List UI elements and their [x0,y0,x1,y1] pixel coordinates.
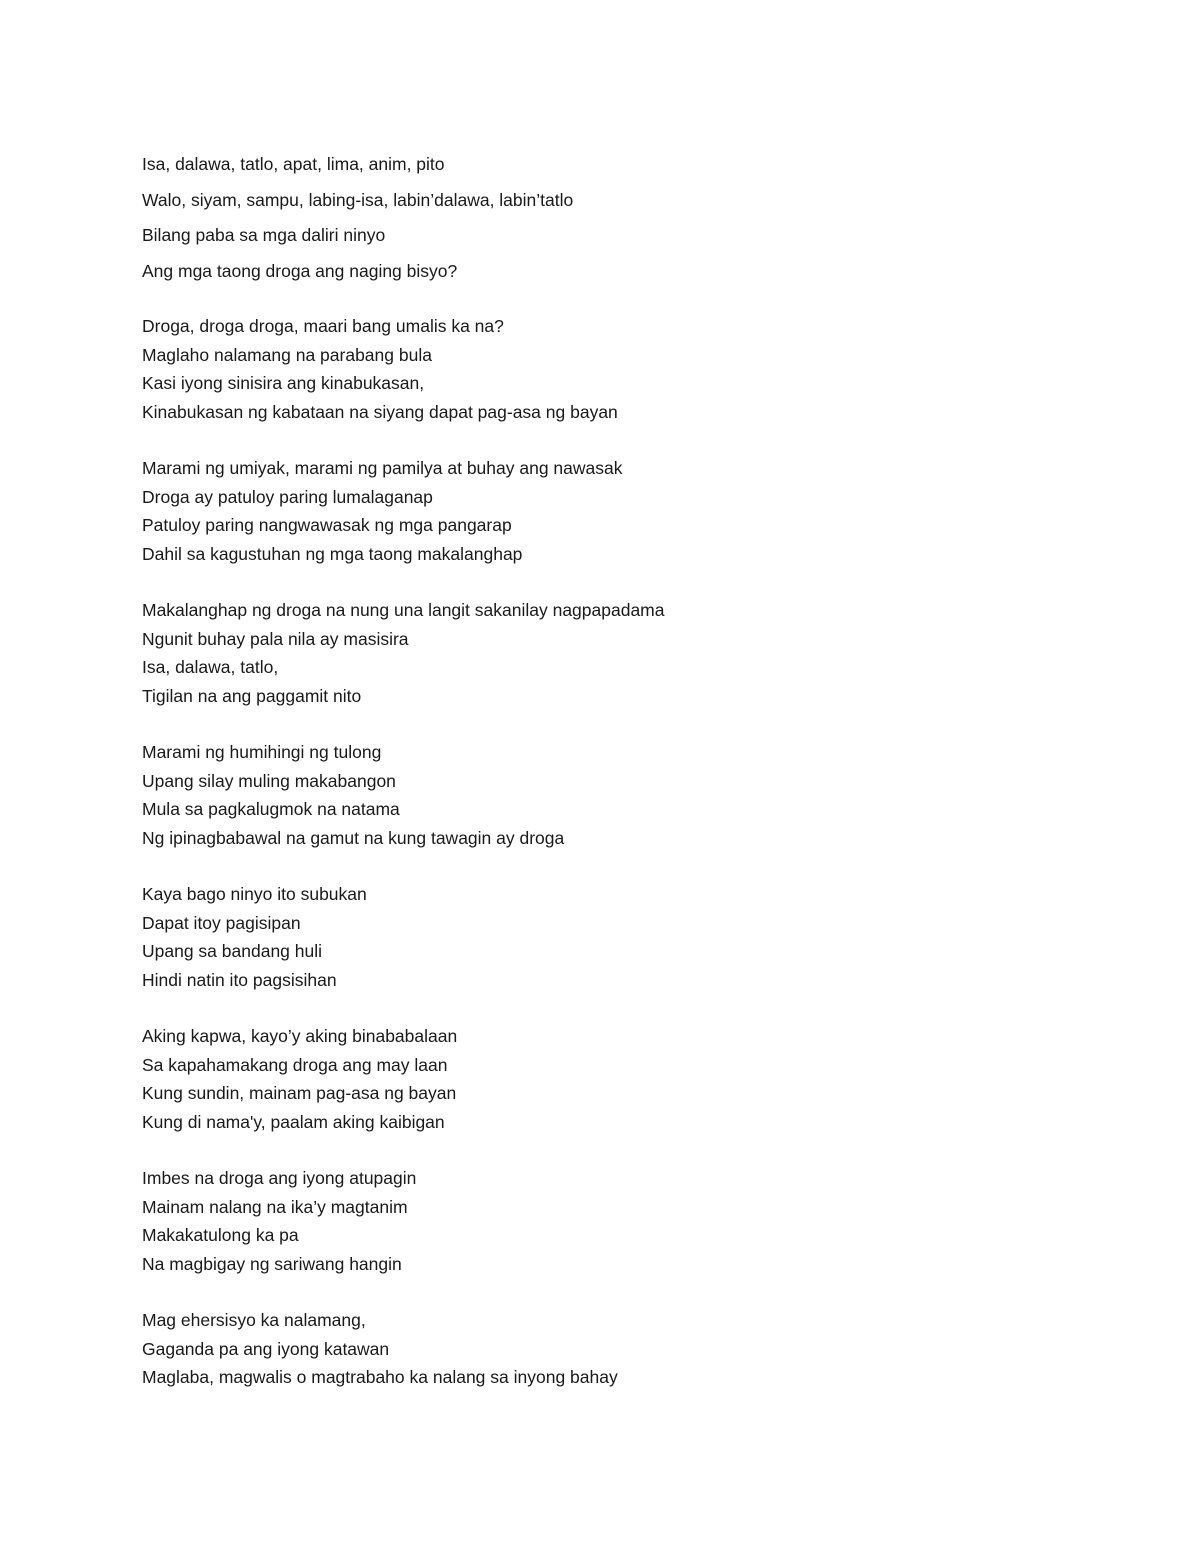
poem-line: Imbes na droga ang iyong atupagin [142,1168,417,1188]
stanza-spacer [142,1279,1122,1307]
poem-line: Sa kapahamakang droga ang may laan [142,1054,448,1075]
poem-line: Hindi natin ito pagsisihan [142,969,337,990]
poem-line: Kung di nama'y, paalam aking kaibigan [142,1111,445,1132]
poem-line: Isa, dalawa, tatlo, [142,657,279,677]
poem-line: Dahil sa kagustuhan ng mga taong makalanghap [142,543,523,564]
poem-line: Ang mga taong droga ang naging bisyo? [142,260,458,281]
poem-line: Maglaho nalamang na parabang bula [142,344,432,365]
poem-line: Dapat itoy pagisipan [142,912,301,933]
poem-line: Patuloy paring nangwawasak ng mga pangarap [142,515,512,535]
poem-body [142,151,1122,1393]
poem-line: Marami ng umiyak, marami ng pamilya at buhay ang nawasak [142,458,623,478]
stanza-8 [142,1307,1122,1393]
poem-line: Isa, dalawa, tatlo, apat, lima, anim, pito [142,154,445,174]
stanza-4 [142,739,1122,853]
poem-line: Kung sundin, mainam pag-asa ng bayan [142,1083,457,1103]
poem-line: Upang silay muling makabangon [142,770,396,791]
poem-line: Na magbigay ng sariwang hangin [142,1253,402,1274]
stanza-spacer [142,1137,1122,1165]
poem-line: Kasi iyong sinisira ang kinabukasan, [142,373,425,393]
stanza-spacer [142,427,1122,455]
poem-line: Droga ay patuloy paring lumalaganap [142,486,433,507]
stanza-5 [142,881,1122,995]
poem-line: Walo, siyam, sampu, labing-isa, labin’dalawa, labin’tatlo [142,189,574,210]
poem-line: Mag ehersisyo ka nalamang, [142,1310,366,1330]
poem-line: Ng ipinagbabawal na gamut na kung tawagin ay droga [142,827,565,848]
poem-line: Mula sa pagkalugmok na natama [142,799,400,819]
poem-line: Makalanghap ng droga na nung una langit sakanilay nagpapadama [142,600,665,620]
stanza-6 [142,1023,1122,1137]
stanza-3 [142,597,1122,711]
poem-line: Upang sa bandang huli [142,941,323,961]
stanza-spacer [142,293,1122,313]
stanza-7 [142,1165,1122,1279]
stanza-spacer [142,853,1122,881]
poem-line: Kinabukasan ng kabataan na siyang dapat pag-asa ng bayan [142,401,618,422]
poem-line: Maglaba, magwalis o magtrabaho ka nalang sa inyong bahay [142,1367,618,1387]
poem-line: Kaya bago ninyo ito subukan [142,884,367,904]
stanza-2 [142,455,1122,569]
poem-line: Bilang paba sa mga daliri ninyo [142,225,386,245]
poem-line: Droga, droga droga, maari bang umalis ka na? [142,316,504,336]
poem-line: Tigilan na ang paggamit nito [142,685,362,706]
stanza-spacer [142,711,1122,739]
poem-line: Marami ng humihingi ng tulong [142,742,382,762]
poem-line: Mainam nalang na ika’y magtanim [142,1196,408,1217]
stanza-spacer [142,569,1122,597]
poem-line: Aking kapwa, kayo’y aking binababalaan [142,1026,458,1046]
poem-line: Gaganda pa ang iyong katawan [142,1338,390,1359]
intro-stanza [142,151,1122,293]
poem-line: Makakatulong ka pa [142,1225,299,1245]
poem-line: Ngunit buhay pala nila ay masisira [142,628,409,649]
stanza-1 [142,313,1122,427]
stanza-spacer [142,995,1122,1023]
